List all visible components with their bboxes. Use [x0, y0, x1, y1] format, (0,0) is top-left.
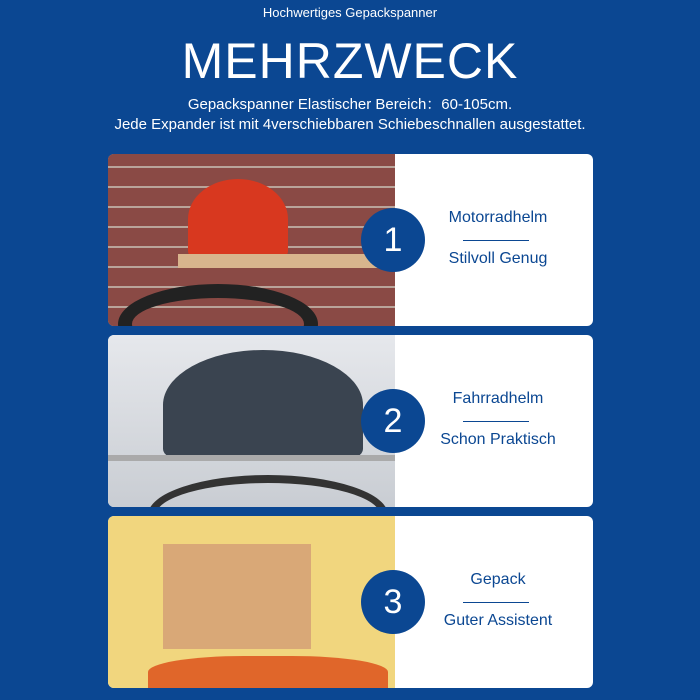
use-case-card-luggage [108, 516, 593, 688]
card-caption: Guter Assistent [443, 612, 553, 629]
use-case-card-motorcycle-helmet [108, 154, 593, 326]
step-number-badge: 3 [361, 570, 425, 634]
luggage-photo [108, 516, 395, 688]
card-label: Motorradhelm [448, 209, 548, 226]
motorcycle-helmet-photo [108, 154, 395, 326]
page-title: MEHRZWECK [181, 33, 519, 89]
divider [463, 240, 529, 241]
card-caption: Schon Praktisch [440, 431, 556, 448]
card-caption: Stilvoll Genug [448, 250, 548, 267]
bicycle-helmet-photo [108, 335, 395, 507]
step-number-badge: 2 [361, 389, 425, 453]
step-number-badge: 1 [361, 208, 425, 272]
use-case-card-bicycle-helmet [108, 335, 593, 507]
card-label: Fahrradhelm [452, 390, 544, 407]
divider [463, 602, 529, 603]
subtitle: Hochwertiges Gepackspanner [262, 5, 438, 20]
description-line-1: Gepackspanner Elastischer Bereich：60-105cm. [187, 96, 513, 113]
description-line-2: Jede Expander ist mit 4verschiebbaren Schiebeschnallen ausgestattet. [114, 116, 586, 133]
description [0, 95, 700, 135]
card-label: Gepack [470, 571, 526, 588]
divider [463, 421, 529, 422]
